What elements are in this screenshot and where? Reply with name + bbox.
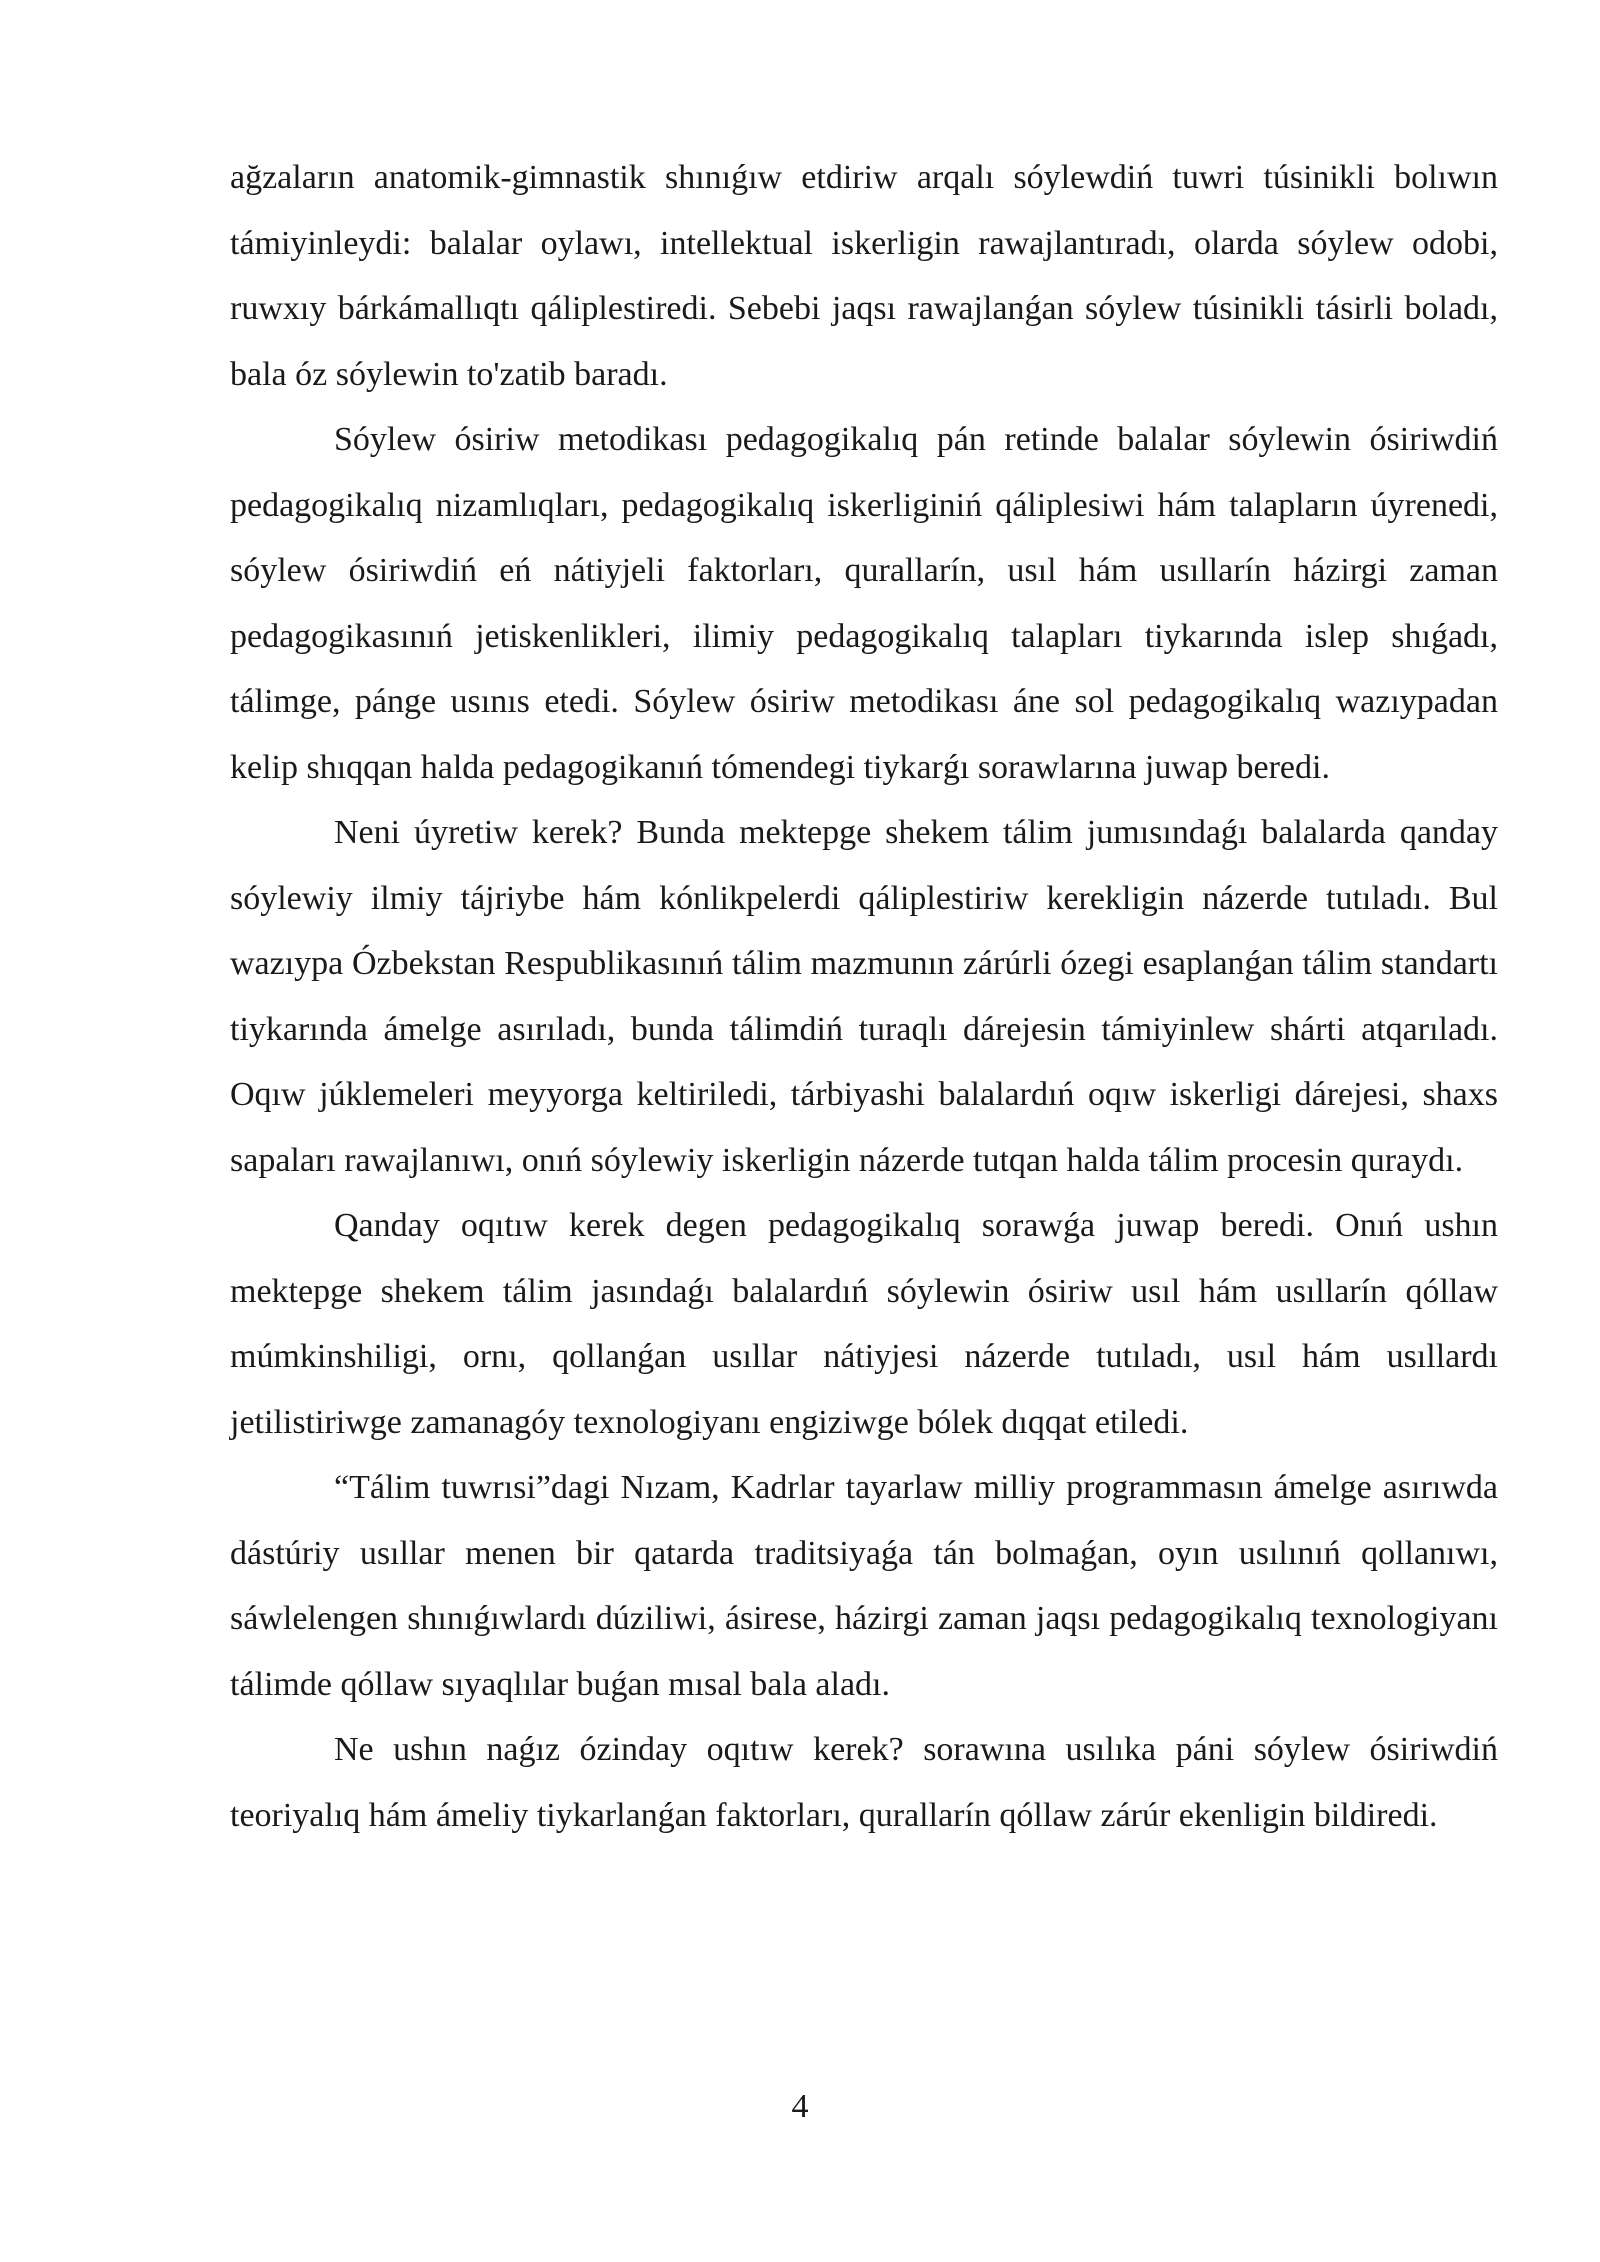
paragraph-4: Qanday oqıtıw kerek degen pedagogikalıq sorawǵa juwap beredi. Onıń ushın mektepge shekem tálim jasındaǵı balalardıń sóylewin ósiriw usıl hám usıllarín qóllaw múmkinshiligi, ornı, qollanǵan usıllar nátiyjesi názerde tutıladı, usıl hám usıllardı jetilistiriwge zamanagóy texnologiyanı engiziwge bólek dıqqat etiledi.: [230, 1207, 1498, 1441]
paragraph-2: Sóylew ósiriw metodikası pedagogikalıq pán retinde balalar sóylewin ósiriwdiń pedagogikalıq nizamlıqları, pedagogikalıq iskerliginiń qáliplesiwi hám talapların úyrenedi, sóylew ósiriwdiń eń nátiyjeli faktorları, qurallarín, usıl hám usıllarín házirgi zaman pedagogikasınıń jetiskenlikleri, ilimiy pedagogikalıq talapları tiykarında islep shıǵadı, tálimge, pánge usınıs etedi. Sóylew ósiriw metodikası áne sol pedagogikalıq wazıypadan kelip shıqqan halda pedagogikanıń tómendegi tiykarǵı sorawlarına juwap beredi.: [230, 421, 1498, 786]
paragraph-6: Ne ushın naǵız ózinday oqıtıw kerek? sorawına usılıka páni sóylew ósiriwdiń teoriyalıq hám ámeliy tiykarlanǵan faktorları, qurallarín qóllaw zárúr ekenligin bildiredi.: [230, 1731, 1498, 1834]
page-number: 4: [791, 2088, 809, 2125]
paragraph-5: “Tálim tuwrısi”dagi Nızam, Kadrlar tayarlaw milliy programmasın ámelge asırıwda dástúriy usıllar menen bir qatarda traditsiyaǵa tán bolmaǵan, oyın usılınıń qollanıwı, sáwlelengen shınıǵıwlardı dúziliwi, ásirese, házirgi zaman jaqsı pedagogikalıq texnologiyanı tálimde qóllaw sıyaqlılar buǵan mısal bala aladı.: [230, 1469, 1498, 1703]
paragraph-3: Neni úyretiw kerek? Bunda mektepge shekem tálim jumısındaǵı balalarda qanday sóylewiy ilmiy tájriybe hám kónlikpelerdi qáliplestiriw kerekligin názerde tutıladı. Bul wazıypa Ózbekstan Respublikasınıń tálim mazmunın zárúrli ózegi esaplanǵan tálim standartı tiykarında ámelge asırıladı, bunda tálimdiń turaqlı dárejesin támiyinlew shárti atqarıladı. Oqıw júklemeleri meyyorga keltiriledi, tárbiyashi balalardıń oqıw iskerligi dárejesi, shaxs sapaları rawajlanıwı, onıń sóylewiy iskerligin názerde tutqan halda tálim procesin quraydı.: [230, 814, 1498, 1179]
paragraph-1: ağzaların anatomik-gimnastik shınıǵıw etdiriw arqalı sóylewdiń tuwri túsinikli bolıwın támiyinleydi: balalar oylawı, intellektual iskerligin rawajlantıradı, olarda sóylew odobi, ruwxıy bárkámallıqtı qáliplestiredi. Sebebi jaqsı rawajlanǵan sóylew túsinikli tásirli boladı, bala óz sóylewin to'zatib baradı.: [230, 159, 1498, 393]
document-body: [230, 145, 1498, 1848]
